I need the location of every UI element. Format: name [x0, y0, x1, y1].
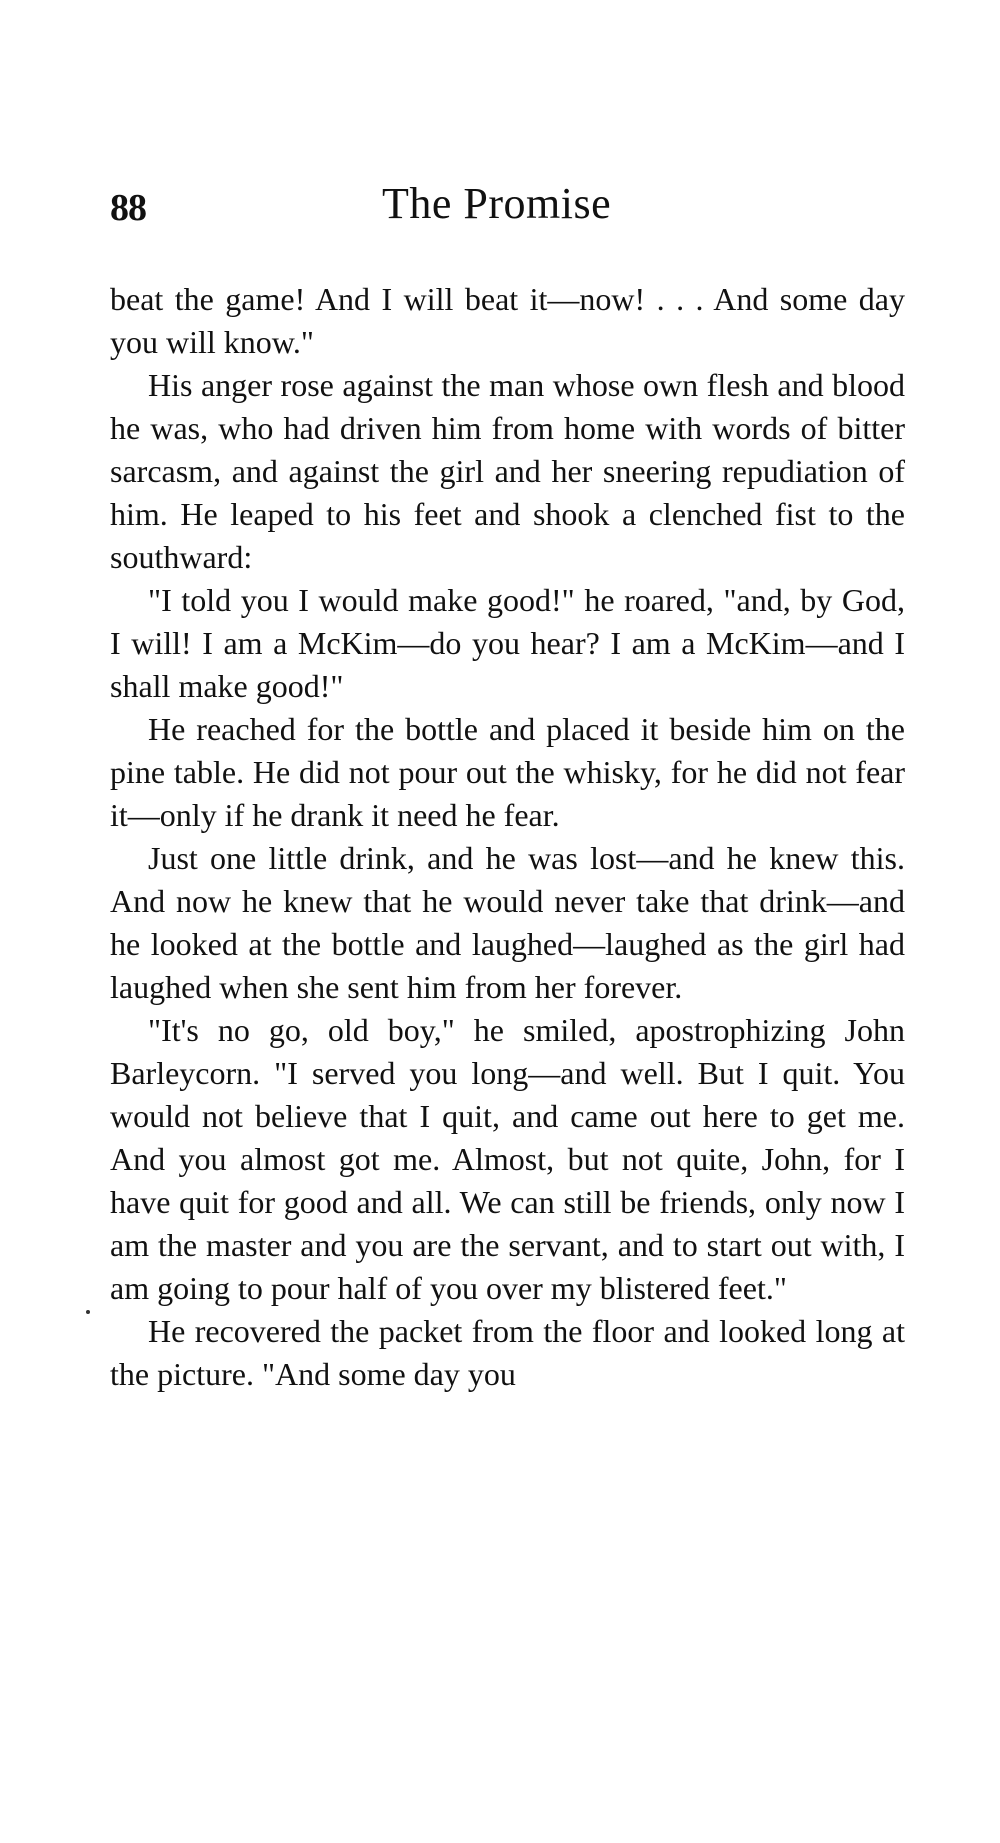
page-number: 88: [110, 187, 146, 229]
paragraph: "It's no go, old boy," he smiled, apostrophizing John Barleycorn. "I served you long—and well. But I quit. You would not believe that I quit, and came out here to get me. And you almost got me. Almost, but not quite, John, for I have quit for good and all. We can still be friends, only now I am the master and you are the servant, and to start out with, I am going to pour half of you over my blistered feet.": [110, 1012, 905, 1306]
page-header: [110, 178, 905, 238]
running-title: The Promise: [382, 179, 612, 228]
paragraph-continued: beat the game! And I will beat it—now! . . . And some day you will know.": [110, 281, 905, 360]
paragraph: He reached for the bottle and placed it beside him on the pine table. He did not pour out the whisky, for he did not fear it—only if he drank it need he fear.: [110, 711, 905, 833]
paragraph: He recovered the packet from the floor and looked long at the picture. "And some day you: [110, 1313, 905, 1392]
paragraph: "I told you I would make good!" he roared, "and, by God, I will! I am a McKim—do you hear? I am a McKim—and I shall make good!": [110, 582, 905, 704]
body-text: [110, 278, 905, 1396]
paragraph: His anger rose against the man whose own flesh and blood he was, who had driven him from home with words of bitter sarcasm, and against the girl and her sneering repudiation of him. He leaped to his feet and shook a clenched fist to the southward:: [110, 367, 905, 575]
scan-speck: [86, 1310, 90, 1314]
paragraph: Just one little drink, and he was lost—and he knew this. And now he knew that he would never take that drink—and he looked at the bottle and laughed—laughed as the girl had laughed when she sent him from her forever.: [110, 840, 905, 1005]
